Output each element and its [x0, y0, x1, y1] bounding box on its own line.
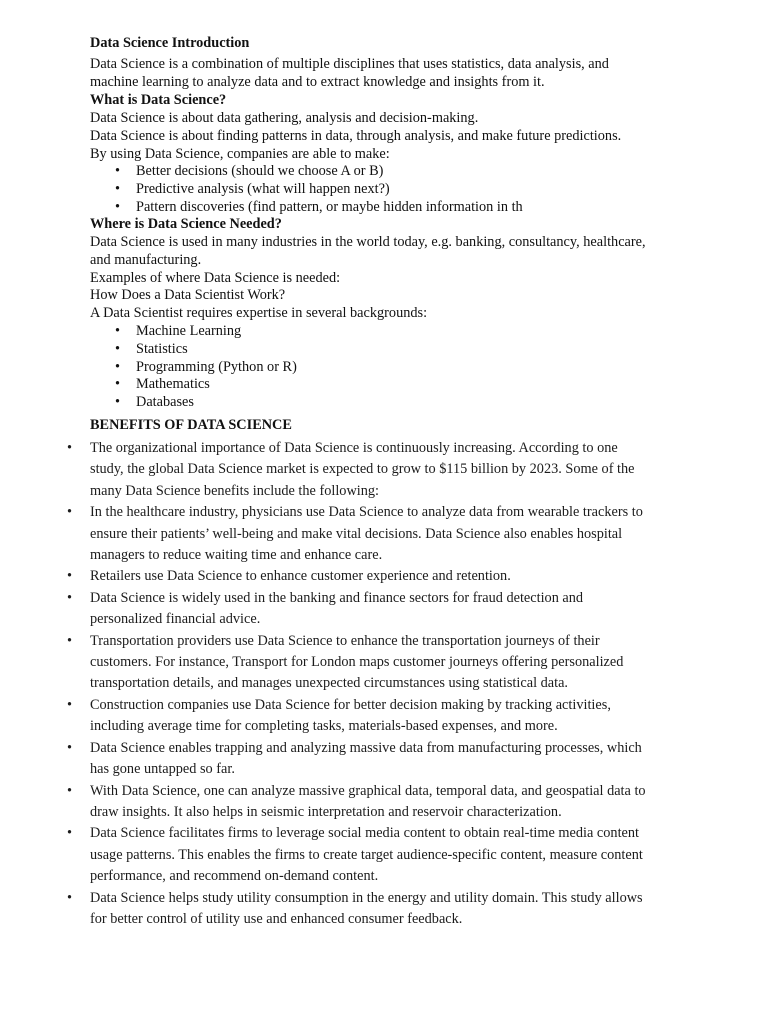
benefit-line: • Data Science enables trapping and analyzing massive data from manufacturing processes, which — [90, 739, 642, 756]
list-item: • Statistics — [115, 341, 615, 359]
where-line: How Does a Data Scientist Work? — [90, 287, 286, 304]
what-heading: What is Data Science? — [90, 92, 227, 108]
benefit-line: for better control of utility use and enhanced consumer feedback. — [90, 910, 463, 927]
benefit-line: ensure their patients’ well-being and make vital decisions. Data Science also enables hospital — [90, 525, 623, 542]
intro-line: machine learning to analyze data and to extract knowledge and insights from it. — [90, 73, 545, 90]
benefits-heading: BENEFITS OF DATA SCIENCE — [90, 417, 292, 433]
benefit-line: • Transportation providers use Data Science to enhance the transportation journeys of their — [90, 632, 600, 649]
benefit-line: • Construction companies use Data Science for better decision making by tracking activities, — [90, 696, 611, 713]
list-item — [67, 823, 687, 887]
list-item: • Programming (Python or R) — [115, 359, 615, 377]
benefits-list — [67, 438, 687, 930]
list-item: • Mathematics — [115, 376, 615, 394]
benefit-line: has gone untapped so far. — [90, 761, 235, 778]
benefit-line: • Data Science is widely used in the banking and finance sectors for fraud detection and — [90, 589, 584, 606]
list-item: • Better decisions (should we choose A or B) — [115, 163, 615, 181]
benefit-line: personalized financial advice. — [90, 611, 261, 628]
what-line: Data Science is about data gathering, analysis and decision-making. — [90, 110, 479, 126]
benefit-line: performance, and recommend on-demand content. — [90, 868, 379, 885]
benefit-line: customers. For instance, Transport for London maps customer journeys offering personalized — [90, 654, 624, 671]
list-item: • Machine Learning — [115, 323, 615, 341]
list-item — [67, 695, 687, 738]
backgrounds-list — [115, 323, 615, 412]
where-line: and manufacturing. — [90, 251, 202, 268]
benefit-line: usage patterns. This enables the firms to create target audience-specific content, measure content — [90, 846, 643, 863]
list-item — [67, 738, 687, 781]
list-item: • Pattern discoveries (find pattern, or maybe hidden information in th — [115, 199, 615, 217]
benefit-line: • With Data Science, one can analyze massive graphical data, temporal data, and geospatial data to — [90, 782, 646, 799]
where-line: Data Science is used in many industries in the world today, e.g. banking, consultancy, healthcare, — [90, 234, 646, 250]
list-item — [67, 502, 687, 566]
benefit-line: • The organizational importance of Data Science is continuously increasing. According to one — [90, 440, 618, 456]
where-heading: Where is Data Science Needed? — [90, 216, 282, 232]
make-list — [115, 163, 615, 216]
benefit-line: • Retailers use Data Science to enhance customer experience and retention. — [90, 568, 511, 585]
where-paragraph — [90, 234, 690, 323]
list-item — [67, 588, 687, 631]
intro-paragraph — [90, 56, 690, 92]
where-line: Examples of where Data Science is needed: — [90, 269, 341, 286]
list-item — [67, 566, 687, 587]
benefit-line: • In the healthcare industry, physicians use Data Science to analyze data from wearable trackers to — [90, 504, 643, 521]
what-line: By using Data Science, companies are able to make: — [90, 145, 390, 162]
list-item: • Databases — [115, 394, 615, 412]
benefit-line: • Data Science helps study utility consumption in the energy and utility domain. This study allows — [90, 889, 643, 906]
where-line: A Data Scientist requires expertise in several backgrounds: — [90, 305, 428, 322]
benefit-line: managers to reduce waiting time and enhance care. — [90, 547, 383, 564]
benefit-line: many Data Science benefits include the following: — [90, 482, 380, 499]
benefit-line: • Data Science facilitates firms to leverage social media content to obtain real-time media content — [90, 825, 640, 842]
list-item — [67, 438, 687, 502]
list-item — [67, 781, 687, 824]
what-line: Data Science is about finding patterns in data, through analysis, and make future predictions. — [90, 127, 622, 144]
benefit-line: draw insights. It also helps in seismic interpretation and reservoir characterization. — [90, 803, 562, 820]
benefit-line: transportation details, and manages unexpected circumstances using statistical data. — [90, 675, 568, 692]
list-item — [67, 888, 687, 931]
list-item — [67, 631, 687, 695]
benefit-line: study, the global Data Science market is expected to grow to $115 billion by 2023. Some of the — [90, 461, 635, 478]
benefit-line: including average time for completing tasks, materials-based expenses, and more. — [90, 718, 558, 735]
document-title: Data Science Introduction — [90, 35, 250, 51]
intro-line: Data Science is a combination of multiple disciplines that uses statistics, data analysis, and — [90, 56, 609, 72]
what-paragraph — [90, 110, 690, 163]
list-item: • Predictive analysis (what will happen next?) — [115, 181, 615, 199]
